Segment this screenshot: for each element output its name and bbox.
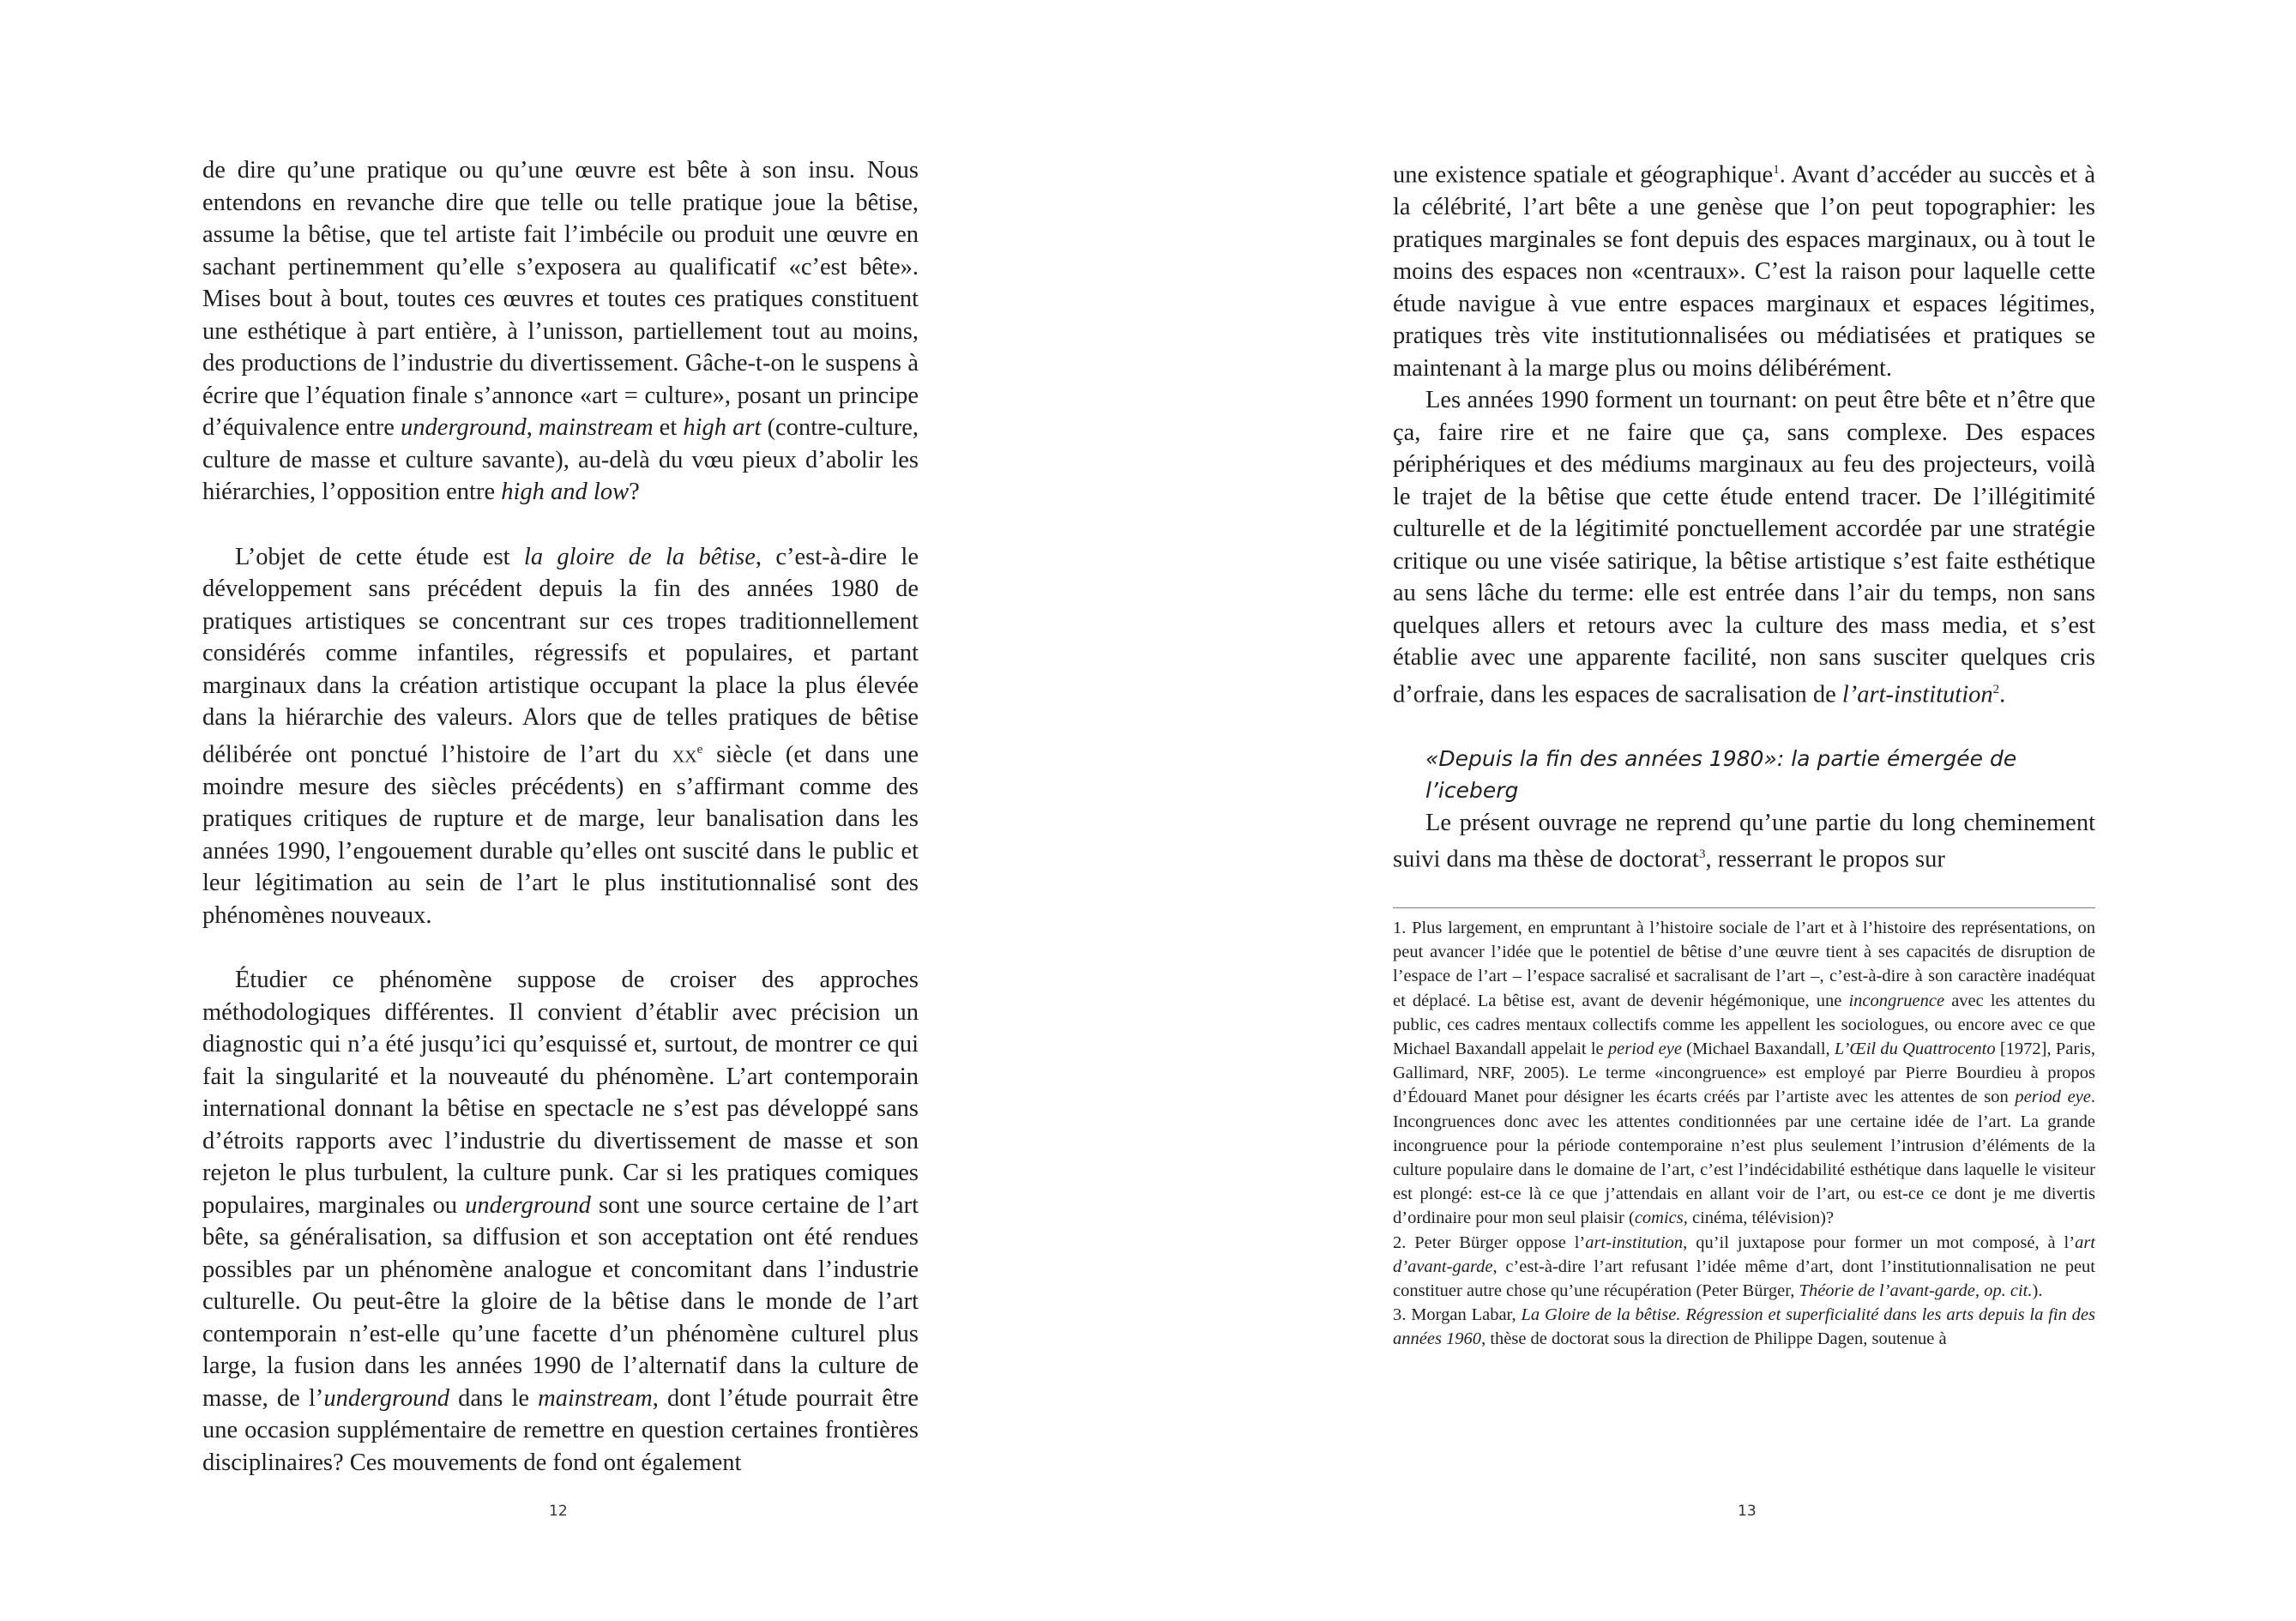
paragraph-2: L’objet de cette étude est la gloire de la bêtise, c’est-à-dire le développement sans précédent depuis la fin des années 1980 de pratiques artistiques se concentrant sur ces tropes traditionnellement considérés comme infantiles, régressifs et populaires, et partant marginaux dans la création artistique occupant la place la plus élevée dans la hiérarchie des valeurs. Alors que de telles pratiques de bêtise délibérée ont ponctué l’histoire de l’art du $xx^e$ siècle (et dans une moindre mesure des siècles précédents) en s’affirmant comme des pratiques critiques de rupture et de marge, leur banalisation dans les années 1990, l’engouement durable qu’elles ont suscité dans le public et leur légitimation au sein de l’art le plus institutionnalisé sont des phénomènes nouveaux. xyxy=(202,543,919,929)
footnote-ref-3[interactable]: 3 xyxy=(1698,847,1706,861)
paragraph-4: une existence spatiale et géographique$^1$. Avant d’accéder au succès et à la célébrité, l’art bête a une genèse que l’on peut topographier: les pratiques marginales se font depuis des espaces marginaux, ou à tout le moins des espaces non «centraux». C’est la raison pour laquelle cette étude navigue à vue entre espaces marginaux et espaces légitimes, pratiques très vite institutionnalisées ou médiatisées et pratiques se maintenant à la marge plus ou moins délibérément. xyxy=(1393,161,2095,382)
right-page xyxy=(1148,0,2296,1621)
footnotes xyxy=(1393,916,2095,1352)
right-text-column xyxy=(1393,154,2095,876)
footnote-1: 1. Plus largement, en empruntant à l’histoire sociale de l’art et à l’histoire des représentations, on peut avancer l’idée que le potentiel de bêtise d’une œuvre tient à ses capacités de disruption de l’espace de l’art – l’espace sacralisé et sacralisant de l’art –, c’est-à-dire à son caractère inadéquat et déplacé. La bêtise est, avant de devenir hégémonique, une incongruence avec les attentes du public, ces cadres mentaux collectifs comme les appellent les sociologues, ou encore avec ce que Michael Baxandall appelait le period eye (Michael Baxandall, L’Œil du Quattrocento [1972], Paris, Gallimard, NRF, 2005). Le terme «incongruence» est employé par Pierre Bourdieu à propos d’Édouard Manet pour désigner les écarts créés par l’artiste avec les attentes de son period eye. Incongruences donc avec les attentes conditionnées par une certaine idée de l’art. La grande incongruence pour la période contemporaine n’est plus seulement l’intrusion d’éléments de la culture populaire dans le domaine de l’art, c’est l’indécidabilité esthétique dans laquelle le visiteur est plongé: est-ce là ce que j’attendais en allant voir de l’art, ou est-ce ce dont je me divertis d’ordinaire pour mon seul plaisir (comics, cinéma, télévision)? xyxy=(1393,919,2095,1228)
paragraph-6: Le présent ouvrage ne reprend qu’une partie du long cheminement suivi dans ma thèse de doctorat$^3$, resserrant le propos sur xyxy=(1393,809,2095,873)
page-number-right: 13 xyxy=(1738,1503,1757,1520)
footnote-3: 3. Morgan Labar, La Gloire de la bêtise. Régression et superficialité dans les arts depuis la fin des années 1960, thèse de doctorat sous la direction de Philippe Dagen, soutenue à xyxy=(1393,1305,2095,1349)
paragraph-1: de dire qu’une pratique ou qu’une œuvre est bête à son insu. Nous entendons en revanche dire que telle ou telle pratique joue la bêtise, assume la bêtise, que tel artiste fait l’imbécile ou produit une œuvre en sachant pertinemment qu’elle s’exposera au qualificatif «c’est bête». Mises bout à bout, toutes ces œuvres et toutes ces pratiques constituent une esthétique à part entière, à l’unisson, partiellement tout au moins, des productions de l’industrie du divertissement. Gâche-t-on le suspens à écrire que l’équation finale s’annonce «art = culture», posant un principe d’équivalence entre underground, mainstream et high art (contre-culture, culture de masse et culture savante), au-delà du vœu pieux d’abolir les hiérarchies, l’opposition entre high and low? xyxy=(202,157,919,505)
footnote-ref-2[interactable]: 2 xyxy=(1992,682,2000,696)
paragraph-5: Les années 1990 forment un tournant: on peut être bête et n’être que ça, faire rire et ne faire que ça, sans complexe. Des espaces périphériques et des médiums marginaux au feu des projecteurs, voilà le trajet de la bêtise que cette étude entend tracer. De l’illégitimité culturelle et de la légitimité ponctuellement accordée par une stratégie critique ou une visée satirique, la bêtise artistique s’est faite esthétique au sens lâche du terme: elle est entrée dans l’air du temps, non sans quelques allers et retours avec la culture des mass media, et s’est établie avec une apparente facilité, non sans susciter quelques cris d’orfraie, dans les espaces de sacralisation de l’art-institution$^2$. xyxy=(1393,387,2095,708)
page-number-left: 12 xyxy=(549,1503,568,1520)
left-text-column xyxy=(202,154,919,1479)
section-subheading: «Depuis la fin des années 1980»: la partie émergée de l’iceberg xyxy=(1425,745,2017,803)
footnote-2: 2. Peter Bürger oppose l’art-institution, qu’il juxtapose pour former un mot composé, à l’art d’avant-garde, c’est-à-dire l’art refusant l’idée même d’art, dont l’institutionnalisation ne peut constituer autre chose qu’une récupération (Peter Bürger, Théorie de l’avant-garde, op. cit.). xyxy=(1393,1232,2095,1301)
footnote-divider xyxy=(1393,907,2095,908)
footnote-ref-1[interactable]: 1 xyxy=(1773,163,1780,177)
paragraph-3: Étudier ce phénomène suppose de croiser des approches méthodologiques différentes. Il convient d’établir avec précision un diagnostic qui n’a été jusqu’ici qu’esquissé et, surtout, de montrer ce qui fait la singularité et la nouveauté du phénomène. L’art contemporain international donnant la bêtise en spectacle ne s’est pas développé sans d’étroits rapports avec l’industrie du divertissement de masse et son rejeton le plus turbulent, la culture punk. Car si les pratiques comiques populaires, marginales ou underground sont une source certaine de l’art bête, sa généralisation, sa diffusion et son acceptation ont été rendues possibles par un phénomène analogue et concomitant dans l’industrie culturelle. Ou peut-être la gloire de la bêtise dans le monde de l’art contemporain n’est-elle qu’une facette d’un phénomène culturel plus large, la fusion dans les années 1990 de l’alternatif dans la culture de masse, de l’underground dans le mainstream, dont l’étude pourrait être une occasion supplémentaire de remettre en question certaines frontières disciplinaires? Ces mouvements de fond ont également xyxy=(202,967,919,1476)
